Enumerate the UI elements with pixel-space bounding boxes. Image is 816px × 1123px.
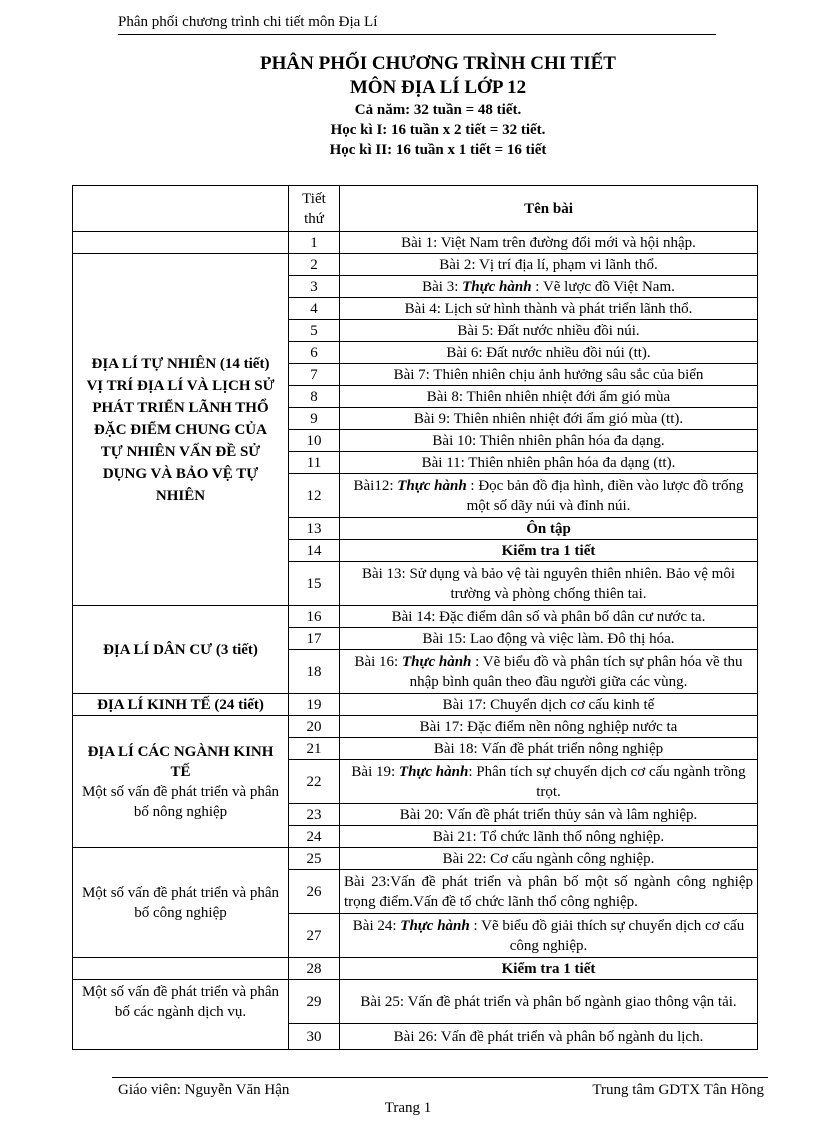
lesson-title: Bài12: Thực hành : Đọc bản đồ địa hình, điền vào lược đồ trống một số dãy núi và đỉnh núi. bbox=[340, 474, 758, 518]
lesson-title: Bài 23:Vấn đề phát triển và phân bố một số ngành công nghiệp trọng điểm.Vấn đề tổ chức lãnh thổ công nghiệp. bbox=[340, 870, 758, 914]
period-number: 9 bbox=[289, 408, 340, 430]
lesson-title: Bài 10: Thiên nhiên phân hóa đa dạng. bbox=[340, 430, 758, 452]
lesson-title: Bài 21: Tổ chức lãnh thổ nông nghiệp. bbox=[340, 826, 758, 848]
lesson-title: Bài 24: Thực hành : Vẽ biểu đồ giải thích sự chuyển dịch cơ cấu công nghiệp. bbox=[340, 914, 758, 958]
group-agriculture bbox=[73, 716, 289, 848]
period-number: 2 bbox=[289, 254, 340, 276]
lesson-title: Bài 6: Đất nước nhiều đồi núi (tt). bbox=[340, 342, 758, 364]
lesson-title: Bài 7: Thiên nhiên chịu ảnh hưởng sâu sắc của biển bbox=[340, 364, 758, 386]
lesson-title: Bài 19: Thực hành: Phân tích sự chuyển dịch cơ cấu ngành trồng trọt. bbox=[340, 760, 758, 804]
lesson-title: Kiểm tra 1 tiết bbox=[340, 540, 758, 562]
page-number: Trang 1 bbox=[384, 1100, 432, 1116]
group-sectors-heading: ĐỊA LÍ CÁC NGÀNH KINH TẾ bbox=[87, 743, 274, 780]
table-row bbox=[73, 716, 758, 738]
period-number: 27 bbox=[289, 914, 340, 958]
period-number: 7 bbox=[289, 364, 340, 386]
lesson-title: Bài 1: Việt Nam trên đường đổi mới và hội nhập. bbox=[340, 232, 758, 254]
lesson-title: Ôn tập bbox=[340, 518, 758, 540]
table-row bbox=[73, 848, 758, 870]
period-number: 5 bbox=[289, 320, 340, 342]
period-number: 30 bbox=[289, 1024, 340, 1050]
group-agriculture-label: Một số vấn đề phát triển và phân bố nông nghiệp bbox=[81, 783, 280, 820]
lesson-title: Kiểm tra 1 tiết bbox=[340, 958, 758, 980]
period-number: 3 bbox=[289, 276, 340, 298]
period-number: 10 bbox=[289, 430, 340, 452]
footer-center: Trung tâm GDTX Tân Hồng bbox=[592, 1082, 764, 1098]
period-number: 22 bbox=[289, 760, 340, 804]
footer-teacher: Giáo viên: Nguyễn Văn Hận bbox=[118, 1082, 290, 1098]
lesson-title: Bài 4: Lịch sử hình thành và phát triển lãnh thổ. bbox=[340, 298, 758, 320]
lesson-title: Bài 2: Vị trí địa lí, phạm vi lãnh thổ. bbox=[340, 254, 758, 276]
group-cell-empty bbox=[73, 232, 289, 254]
period-number: 11 bbox=[289, 452, 340, 474]
period-number: 19 bbox=[289, 694, 340, 716]
lesson-title: Bài 15: Lao động và việc làm. Đô thị hóa. bbox=[340, 628, 758, 650]
period-number: 26 bbox=[289, 870, 340, 914]
lesson-title: Bài 5: Đất nước nhiều đồi núi. bbox=[340, 320, 758, 342]
table-row bbox=[73, 606, 758, 628]
period-number: 17 bbox=[289, 628, 340, 650]
lesson-title: Bài 17: Chuyển dịch cơ cấu kinh tế bbox=[340, 694, 758, 716]
period-number: 1 bbox=[289, 232, 340, 254]
lesson-title: Bài 17: Đặc điểm nền nông nghiệp nước ta bbox=[340, 716, 758, 738]
period-number: 18 bbox=[289, 650, 340, 694]
year-summary: Cả năm: 32 tuần = 48 tiết. bbox=[354, 102, 522, 118]
lesson-title: Bài 13: Sử dụng và bảo vệ tài nguyên thiên nhiên. Bảo vệ môi trường và phòng chống thiên tai. bbox=[340, 562, 758, 606]
lesson-title: Bài 9: Thiên nhiên nhiệt đới ẩm gió mùa (tt). bbox=[340, 408, 758, 430]
period-number: 15 bbox=[289, 562, 340, 606]
period-number: 28 bbox=[289, 958, 340, 980]
table-row bbox=[73, 980, 758, 1024]
group-physical-geography: ĐỊA LÍ TỰ NHIÊN (14 tiết) VỊ TRÍ ĐỊA LÍ VÀ LỊCH SỬ PHÁT TRIỂN LÃNH THỔ ĐẶC ĐIỂM CHUNG CỦA TỰ NHIÊN VẤN ĐỀ SỬ DỤNG VÀ BẢO VỆ TỰ NHIÊN bbox=[73, 254, 289, 606]
running-header: Phân phối chương trình chi tiết môn Địa Lí bbox=[118, 12, 716, 35]
period-number: 4 bbox=[289, 298, 340, 320]
table-row bbox=[73, 694, 758, 716]
semester-1-summary: Học kì I: 16 tuần x 2 tiết = 32 tiết. bbox=[330, 122, 546, 138]
period-number: 14 bbox=[289, 540, 340, 562]
subject-title: MÔN ĐỊA LÍ LỚP 12 bbox=[349, 77, 527, 98]
semester-2-summary: Học kì II: 16 tuần x 1 tiết = 16 tiết bbox=[329, 142, 547, 158]
page-title: PHÂN PHỐI CHƯƠNG TRÌNH CHI TIẾT bbox=[260, 53, 616, 74]
group-population: ĐỊA LÍ DÂN CƯ (3 tiết) bbox=[73, 606, 289, 694]
lesson-title: Bài 18: Vấn đề phát triển nông nghiệp bbox=[340, 738, 758, 760]
period-number: 8 bbox=[289, 386, 340, 408]
lesson-title: Bài 14: Đặc điểm dân số và phân bố dân cư nước ta. bbox=[340, 606, 758, 628]
lesson-column-header: Tên bài bbox=[340, 186, 758, 232]
group-industry: Một số vấn đề phát triển và phân bố công nghiệp bbox=[73, 848, 289, 958]
period-column-header: Tiết thứ bbox=[289, 186, 340, 232]
lesson-title: Bài 26: Vấn đề phát triển và phân bố ngành du lịch. bbox=[340, 1024, 758, 1050]
table-header-row bbox=[73, 186, 758, 232]
lesson-title: Bài 11: Thiên nhiên phân hóa đa dạng (tt). bbox=[340, 452, 758, 474]
period-number: 16 bbox=[289, 606, 340, 628]
lesson-title: Bài 16: Thực hành : Vẽ biểu đồ và phân tích sự phân hóa về thu nhập bình quân theo đầu người giữa các vùng. bbox=[340, 650, 758, 694]
period-number: 6 bbox=[289, 342, 340, 364]
group-economy: ĐỊA LÍ KINH TẾ (24 tiết) bbox=[73, 694, 289, 716]
period-number: 24 bbox=[289, 826, 340, 848]
lesson-title: Bài 22: Cơ cấu ngành công nghiệp. bbox=[340, 848, 758, 870]
period-number: 20 bbox=[289, 716, 340, 738]
period-number: 25 bbox=[289, 848, 340, 870]
period-number: 29 bbox=[289, 980, 340, 1024]
title-block bbox=[0, 52, 816, 160]
group-cell-empty bbox=[73, 958, 289, 980]
lesson-title: Bài 25: Vấn đề phát triển và phân bố ngành giao thông vận tải. bbox=[340, 980, 758, 1024]
table-row bbox=[73, 254, 758, 276]
period-number: 13 bbox=[289, 518, 340, 540]
table-row bbox=[73, 958, 758, 980]
footer-divider bbox=[112, 1077, 768, 1078]
lesson-title: Bài 20: Vấn đề phát triển thủy sản và lâm nghiệp. bbox=[340, 804, 758, 826]
period-number: 12 bbox=[289, 474, 340, 518]
group-header-empty bbox=[73, 186, 289, 232]
period-number: 23 bbox=[289, 804, 340, 826]
table-row bbox=[73, 232, 758, 254]
lesson-title: Bài 8: Thiên nhiên nhiệt đới ẩm gió mùa bbox=[340, 386, 758, 408]
lesson-title: Bài 3: Thực hành : Vẽ lược đồ Việt Nam. bbox=[340, 276, 758, 298]
group-services: Một số vấn đề phát triển và phân bố các ngành dịch vụ. bbox=[73, 980, 289, 1050]
curriculum-table bbox=[72, 185, 758, 1050]
period-number: 21 bbox=[289, 738, 340, 760]
